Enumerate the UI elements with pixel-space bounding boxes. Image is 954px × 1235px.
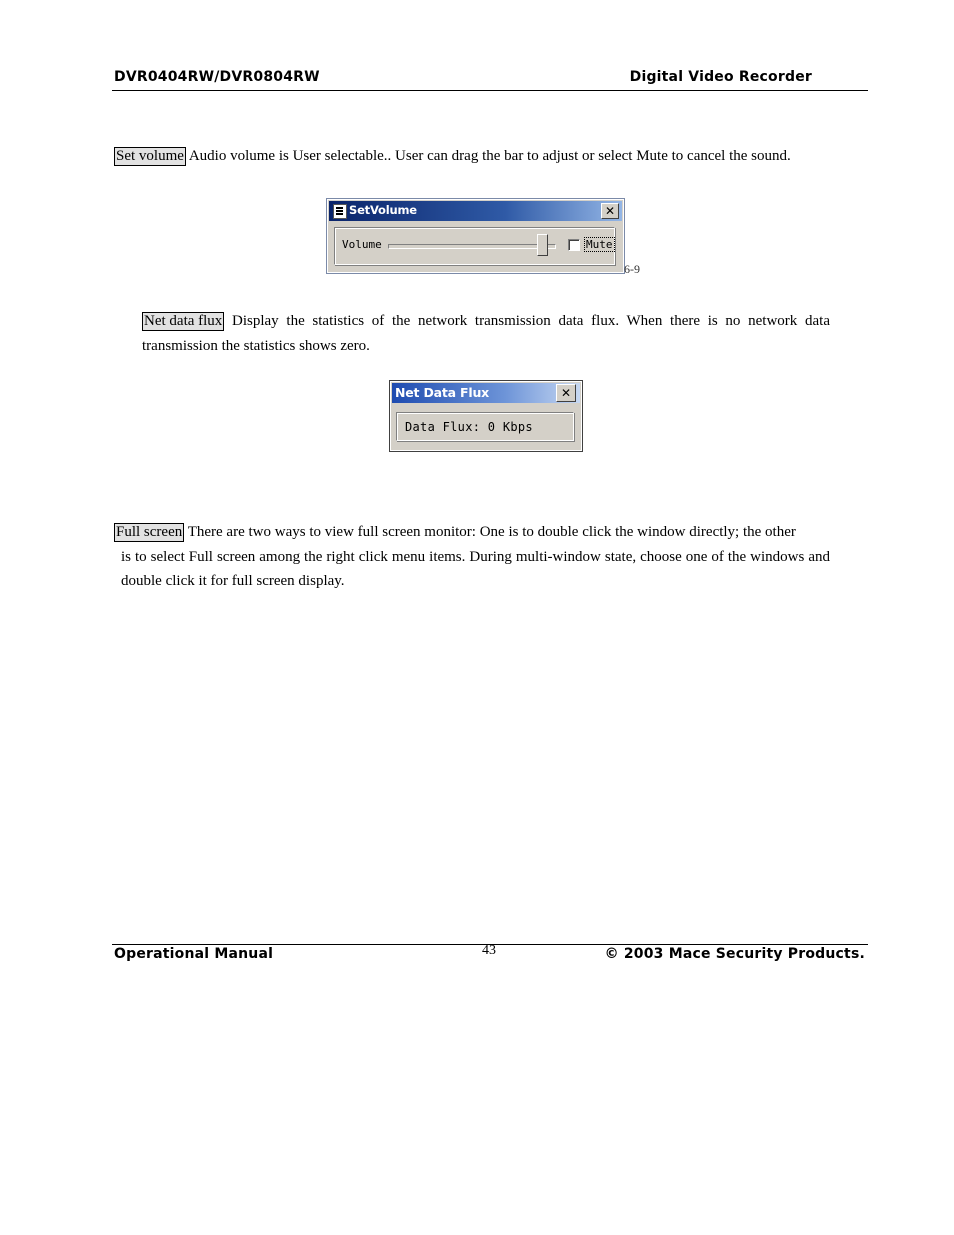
set-volume-title: SetVolume [349,203,417,217]
set-volume-term: Set volume [116,148,184,164]
data-flux-readout: Data Flux: 0 Kbps [405,420,533,434]
header-model: DVR0404RW/DVR0804RW [114,69,320,85]
volume-group [334,227,615,265]
header-rule [112,90,868,91]
net-flux-text: Display the statistics of the network transmission data flux. When there is no network data transmission the statistics shows zero. [142,313,830,354]
full-screen-text-line1: There are two ways to view full screen monitor: One is to double click the window directly; the other [184,524,796,540]
page-number: 43 [482,943,496,958]
set-volume-paragraph [114,144,874,169]
app-icon [333,204,347,219]
figure-label: 6-9 [624,262,640,276]
set-volume-titlebar[interactable] [329,201,622,221]
net-flux-paragraph [142,309,830,358]
full-screen-paragraph [114,520,830,594]
set-volume-dialog [326,198,625,274]
close-icon[interactable]: ✕ [601,203,619,219]
net-flux-term: Net data flux [144,313,223,329]
mute-label[interactable]: Mute [586,238,613,251]
full-screen-text-rest: is to select Full screen among the right click menu items. During multi-window state, choose one of the windows and double click it for full screen display. [121,548,830,589]
net-flux-titlebar[interactable] [392,383,580,403]
volume-slider-thumb[interactable] [537,234,548,256]
net-flux-dialog [389,380,583,452]
set-volume-text: Audio volume is User selectable.. User can drag the bar to adjust or select Mute to cancel the sound. [185,148,791,164]
volume-slider-track[interactable] [388,244,556,249]
volume-label: Volume [342,238,382,251]
footer-manual: Operational Manual [114,946,274,962]
flux-group [396,412,574,441]
footer-copyright: © 2003 Mace Security Products. [604,946,865,962]
full-screen-term: Full screen [116,524,183,540]
mute-checkbox[interactable] [568,239,580,251]
close-icon[interactable]: ✕ [556,384,576,402]
net-flux-title: Net Data Flux [395,385,490,400]
header-product: Digital Video Recorder [629,69,812,85]
